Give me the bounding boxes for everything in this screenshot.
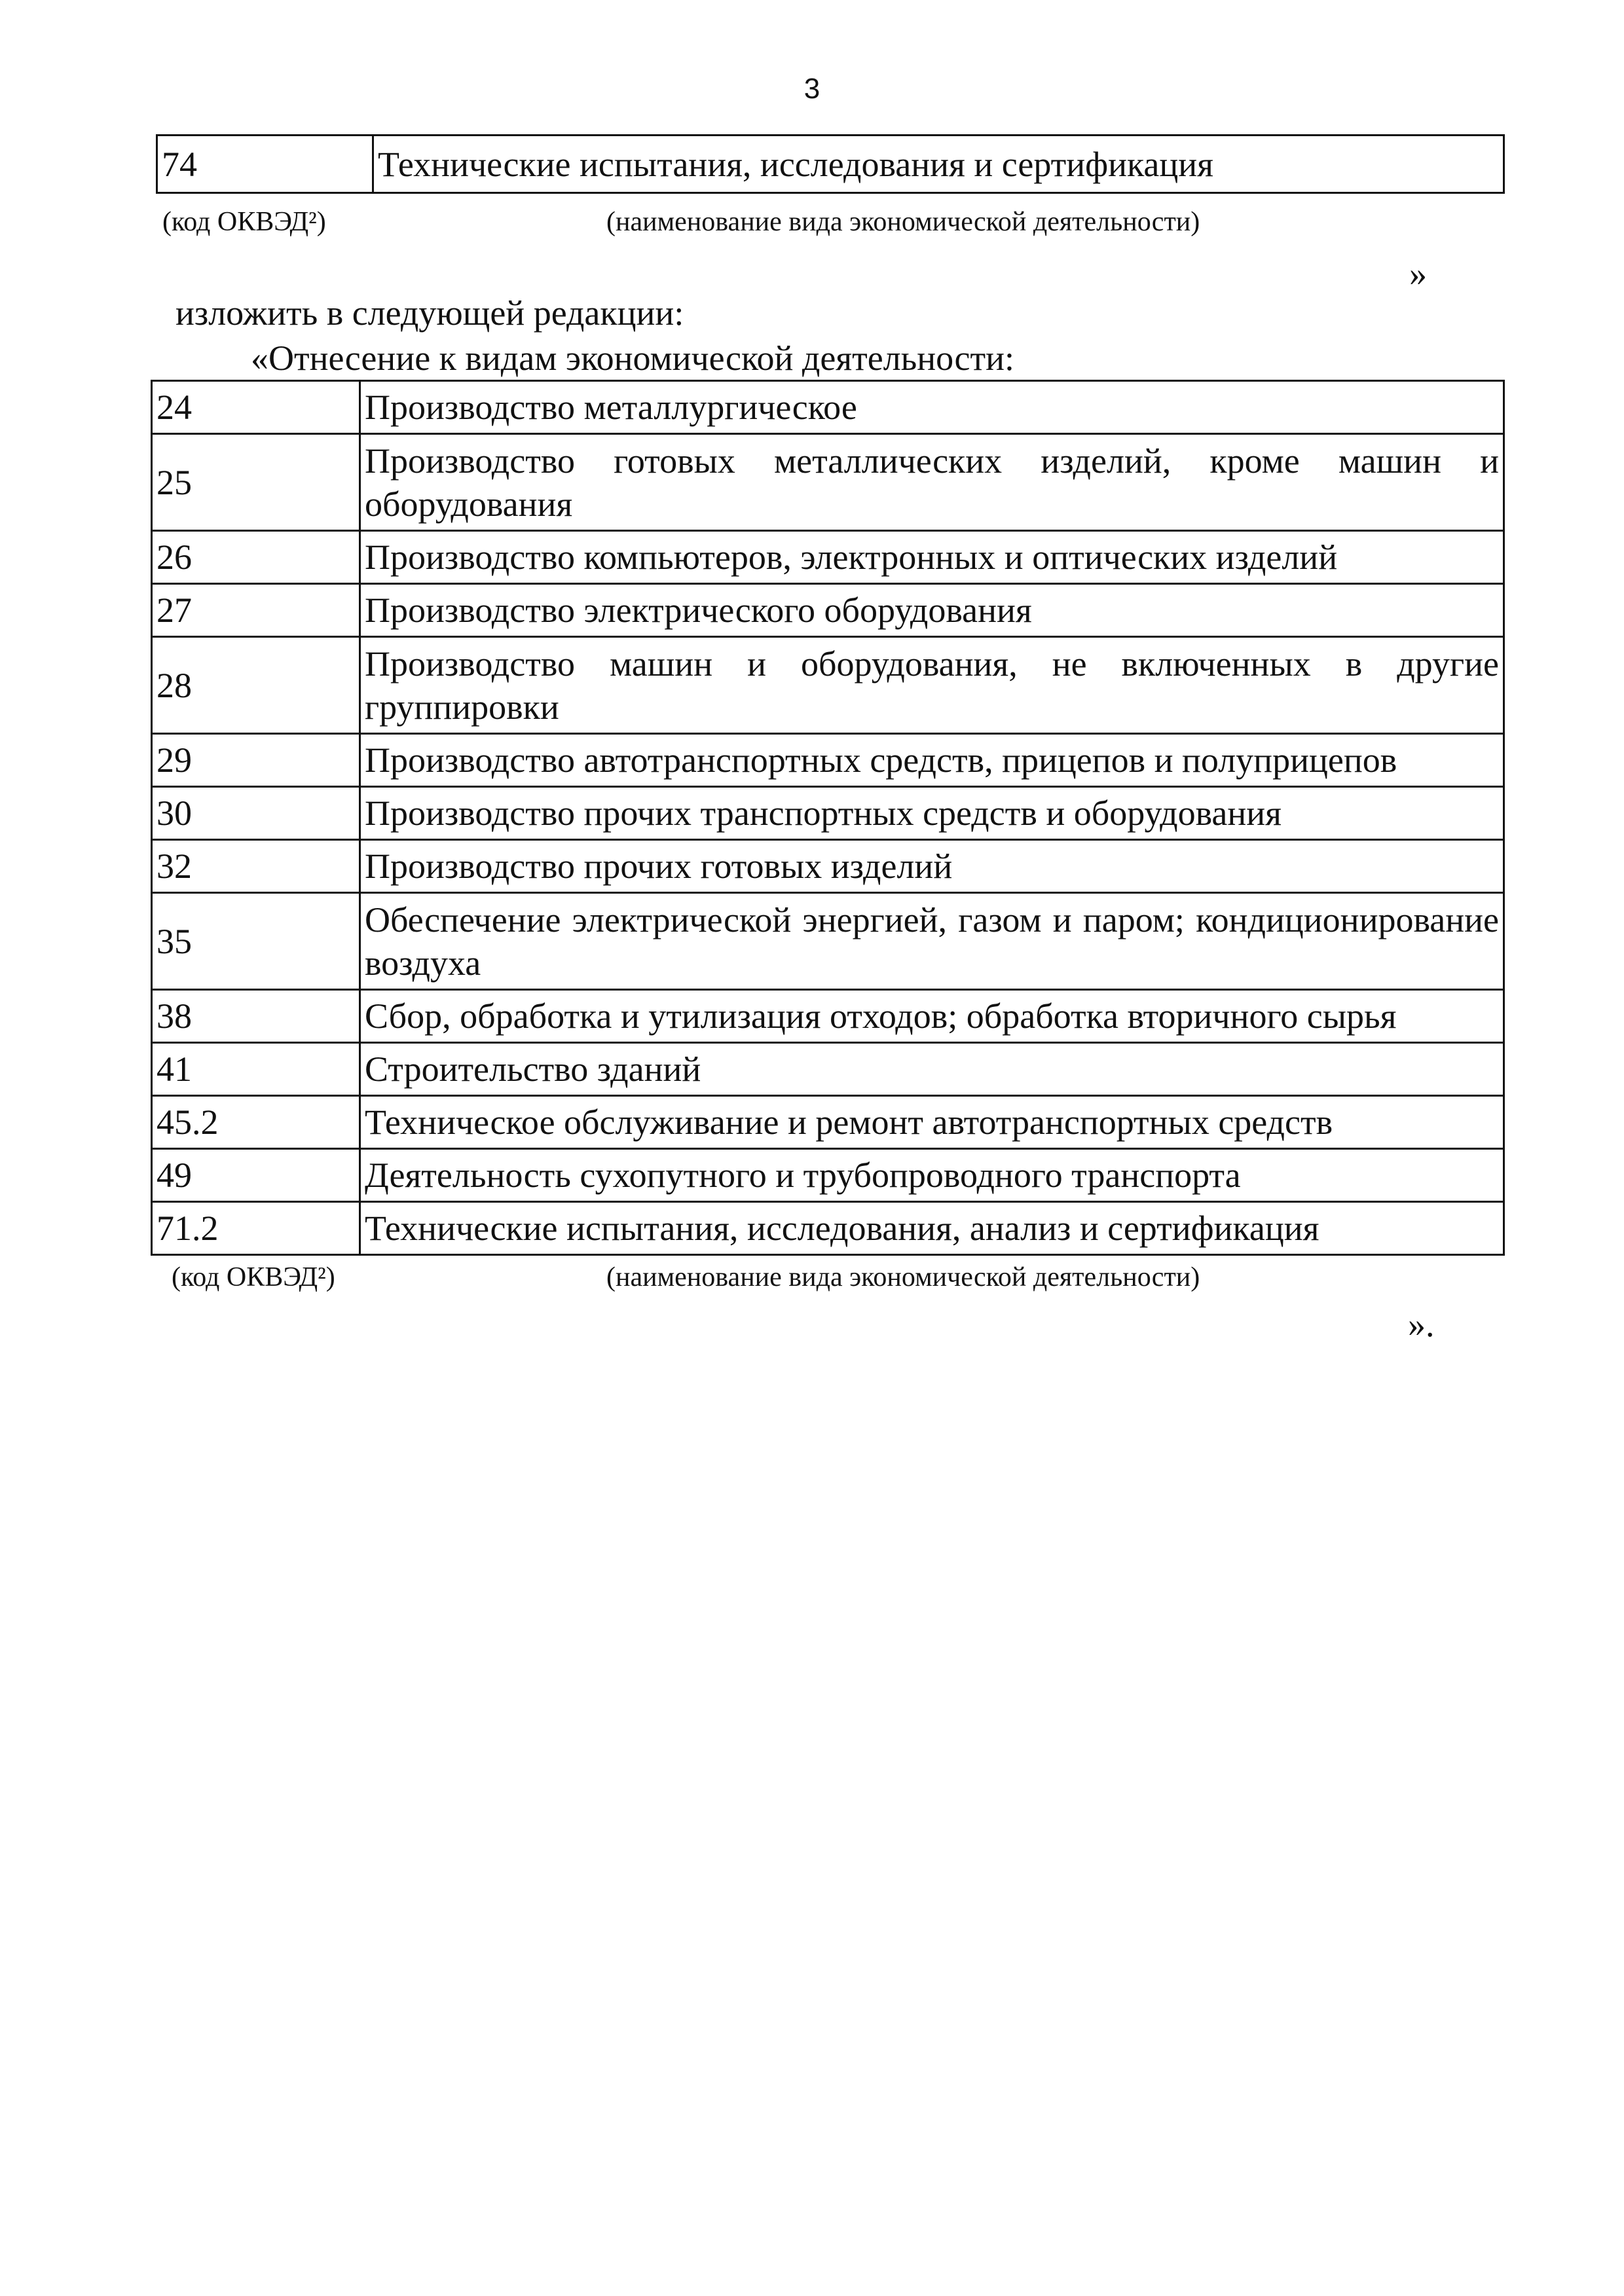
okved-code-cell: 45.2 bbox=[152, 1096, 360, 1149]
activity-name-cell: Деятельность сухопутного и трубопроводного транспорта bbox=[360, 1149, 1504, 1202]
okved-code-cell: 29 bbox=[152, 734, 360, 787]
okved-code-cell: 26 bbox=[152, 531, 360, 584]
okved-code-caption: (код ОКВЭД²) bbox=[172, 1262, 335, 1292]
page-number: 3 bbox=[803, 73, 821, 105]
table-row bbox=[152, 840, 1504, 893]
intro-line: «Отнесение к видам экономической деятельности: bbox=[251, 338, 1014, 378]
activity-name-cell: Производство готовых металлических изделий, кроме машин и оборудования bbox=[360, 434, 1504, 531]
table-row bbox=[152, 787, 1504, 840]
okved-code-caption: (код ОКВЭД²) bbox=[162, 207, 326, 237]
okved-code-cell: 25 bbox=[152, 434, 360, 531]
activity-name-cell: Технические испытания, исследования, анализ и сертификация bbox=[360, 1202, 1504, 1255]
okved-code-cell: 41 bbox=[152, 1043, 360, 1096]
table-row bbox=[152, 381, 1504, 434]
okved-code-cell: 24 bbox=[152, 381, 360, 434]
okved-code-cell: 38 bbox=[152, 990, 360, 1043]
table-row bbox=[152, 734, 1504, 787]
activity-name-cell: Обеспечение электрической энергией, газом и паром; кондиционирование воздуха bbox=[360, 893, 1504, 990]
okved-code-cell: 35 bbox=[152, 893, 360, 990]
table-row bbox=[152, 584, 1504, 637]
old-okved-table bbox=[156, 134, 1505, 194]
table-row bbox=[152, 1043, 1504, 1096]
table-row bbox=[152, 990, 1504, 1043]
activity-name-caption: (наименование вида экономической деятельности) bbox=[606, 1262, 1200, 1292]
intro-line: изложить в следующей редакции: bbox=[175, 293, 684, 333]
closing-quote: ». bbox=[1408, 1305, 1435, 1344]
activity-name-cell: Сбор, обработка и утилизация отходов; обработка вторичного сырья bbox=[360, 990, 1504, 1043]
okved-code-cell: 71.2 bbox=[152, 1202, 360, 1255]
okved-code-cell: 30 bbox=[152, 787, 360, 840]
table-row bbox=[152, 1096, 1504, 1149]
activity-name-cell: Строительство зданий bbox=[360, 1043, 1504, 1096]
okved-code-cell: 28 bbox=[152, 637, 360, 734]
table-row bbox=[152, 1149, 1504, 1202]
table-row bbox=[152, 531, 1504, 584]
activity-name-cell: Технические испытания, исследования и сертификация bbox=[373, 136, 1504, 193]
activity-name-cell: Производство машин и оборудования, не включенных в другие группировки bbox=[360, 637, 1504, 734]
activity-name-cell: Производство металлургическое bbox=[360, 381, 1504, 434]
table-row bbox=[152, 434, 1504, 531]
activity-name-cell: Производство автотранспортных средств, прицепов и полуприцепов bbox=[360, 734, 1504, 787]
table-row bbox=[152, 1202, 1504, 1255]
table-row bbox=[152, 637, 1504, 734]
activity-name-cell: Производство электрического оборудования bbox=[360, 584, 1504, 637]
activity-name-caption: (наименование вида экономической деятельности) bbox=[606, 207, 1200, 237]
new-okved-table bbox=[151, 380, 1505, 1256]
okved-code-cell: 32 bbox=[152, 840, 360, 893]
table-row bbox=[152, 893, 1504, 990]
okved-code-cell: 74 bbox=[157, 136, 373, 193]
activity-name-cell: Производство прочих готовых изделий bbox=[360, 840, 1504, 893]
okved-code-cell: 27 bbox=[152, 584, 360, 637]
okved-code-cell: 49 bbox=[152, 1149, 360, 1202]
table-row bbox=[157, 136, 1504, 193]
activity-name-cell: Производство компьютеров, электронных и оптических изделий bbox=[360, 531, 1504, 584]
closing-quote: » bbox=[1409, 254, 1427, 293]
activity-name-cell: Производство прочих транспортных средств и оборудования bbox=[360, 787, 1504, 840]
activity-name-cell: Техническое обслуживание и ремонт автотранспортных средств bbox=[360, 1096, 1504, 1149]
